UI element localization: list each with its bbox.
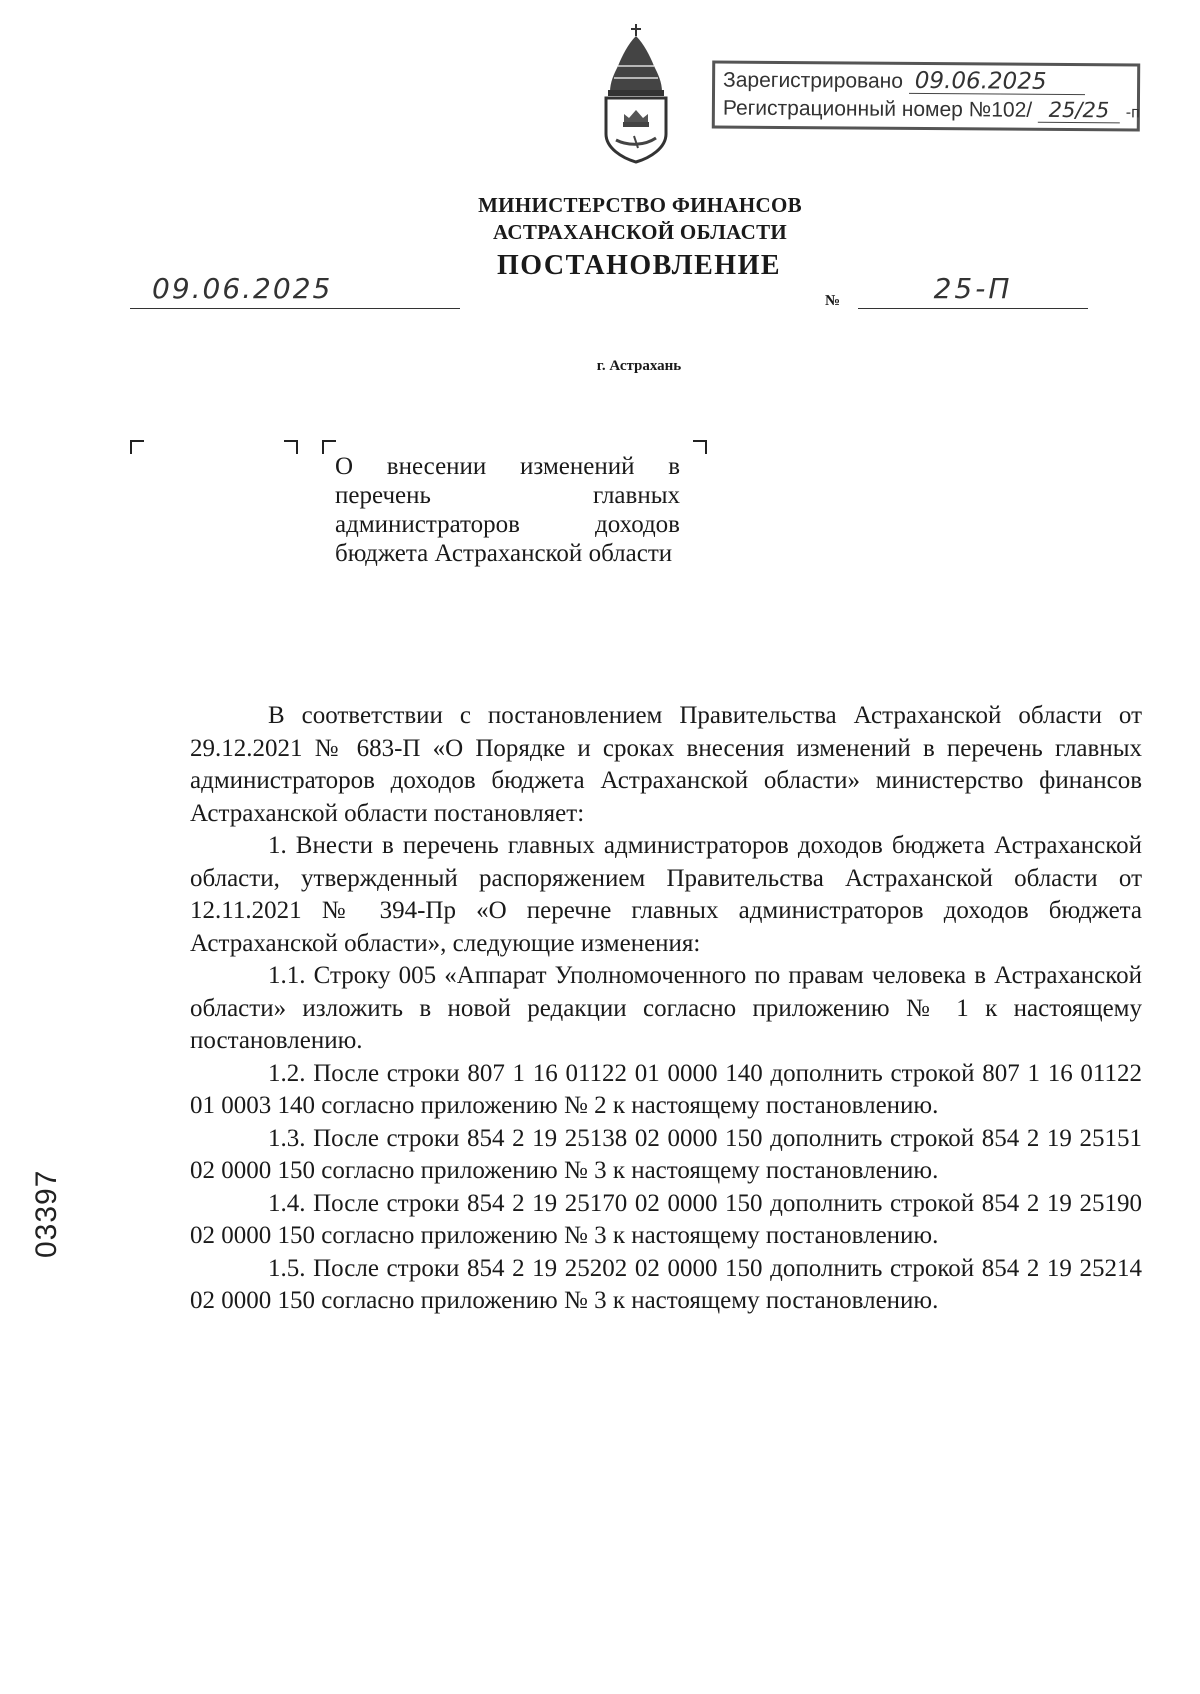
- date-field: [130, 272, 460, 309]
- body-paragraph: 1.4. После строки 854 2 19 25170 02 0000 150 дополнить строкой 854 2 19 25190 02 0000 150 согласно приложению № 3 к настоящему постановлению.: [190, 1189, 1142, 1249]
- ministry-name-line1: МИНИСТЕРСТВО ФИНАНСОВ: [478, 193, 802, 217]
- city-label: г. Астрахань: [596, 358, 682, 374]
- body-paragraph: 1.1. Строку 005 «Аппарат Уполномоченного по правам человека в Астраханской области» изложить в новой редакции согласно приложению № 1 к настоящему постановлению.: [190, 962, 1142, 1054]
- regnum-suffix: -п: [1125, 104, 1140, 122]
- body-paragraph: 1. Внести в перечень главных администраторов доходов бюджета Астраханской области, утвержденный распоряжением Правительства Астраханской области от 12.11.2021 № 394-Пр «О перечне главных администраторов доходов бюджета Астраханской области», следующие изменения:: [190, 832, 1142, 957]
- document-subject: О внесении изменений в перечень главных администраторов доходов бюджета Астраханской области: [335, 453, 680, 567]
- side-document-number: 03397: [30, 1169, 63, 1258]
- corner-mark-left: [130, 440, 144, 454]
- number-handwritten: 25-П: [933, 272, 1013, 305]
- document-body: [190, 700, 1142, 1318]
- document-type-title: ПОСТАНОВЛЕНИЕ: [496, 250, 782, 281]
- body-paragraph: В соответствии с постановлением Правительства Астраханской области от 29.12.2021 № 683-П «О Порядке и сроках внесения изменений в перечень главных администраторов доходов бюджета Астраханской области» министерство финансов Астраханской области постановляет:: [190, 702, 1142, 827]
- corner-mark-mid-right: [284, 440, 298, 454]
- date-handwritten: 09.06.2025: [152, 272, 333, 305]
- registration-stamp: [712, 61, 1140, 132]
- registered-label: Зарегистрировано: [723, 68, 904, 93]
- ministry-name-line2: АСТРАХАНСКОЙ ОБЛАСТИ: [492, 220, 788, 244]
- regnum-value: 25/25: [1038, 98, 1120, 124]
- coat-of-arms-icon: [598, 22, 674, 164]
- number-field: [858, 272, 1088, 309]
- corner-mark-mid-left: [322, 440, 336, 454]
- body-paragraph: 1.5. После строки 854 2 19 25202 02 0000 150 дополнить строкой 854 2 19 25214 02 0000 150 согласно приложению № 3 к настоящему постановлению.: [190, 1254, 1142, 1314]
- body-paragraph: 1.2. После строки 807 1 16 01122 01 0000 140 дополнить строкой 807 1 16 01122 01 0003 140 согласно приложению № 2 к настоящему постановлению.: [190, 1059, 1142, 1119]
- body-paragraph: 1.3. После строки 854 2 19 25138 02 0000 150 дополнить строкой 854 2 19 25151 02 0000 150 согласно приложению № 3 к настоящему постановлению.: [190, 1124, 1142, 1184]
- regnum-label: Регистрационный номер №102/: [722, 96, 1033, 122]
- corner-mark-right: [693, 440, 707, 454]
- number-sign: №: [825, 293, 841, 309]
- registered-date: 09.06.2025: [909, 69, 1085, 95]
